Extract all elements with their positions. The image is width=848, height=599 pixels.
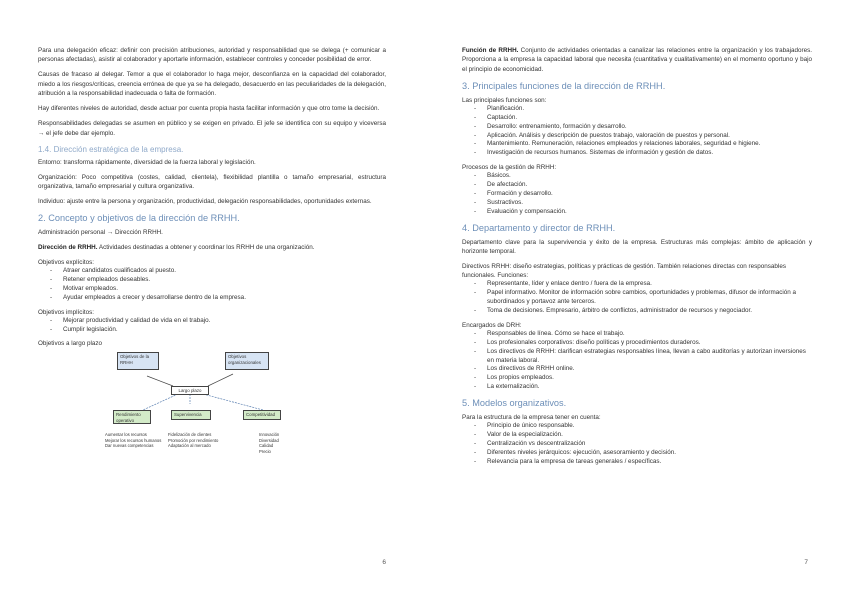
list-item: - Evaluación y compensación. (462, 208, 812, 217)
paragraph: Administración personal → Dirección RRHH. (38, 229, 163, 237)
list-item: - De afectación. (462, 181, 812, 190)
definition: Conjunto de actividades orientadas a canalizar las relaciones entre la organización y los trabajadores. Proporciona a la empresa la capacidad laboral que necesita (cuantitativa y cualitativamente) en el momento oportuno y bajo el principio de economicidad. (462, 47, 812, 73)
list-item: - Diferentes niveles jerárquicos: ejecución, asesoramiento y decisión. (462, 449, 812, 458)
list-item: - Cumplir legislación. (38, 326, 386, 335)
paragraph: Individuo: ajuste entre la persona y organización, productividad, delegación responsabilidades, oportunidades externas. (38, 198, 372, 206)
list-item: - Mantenimiento. Remuneración, relaciones empleados y relaciones laborales, seguridad e higiene. (462, 140, 812, 149)
right-column (462, 46, 812, 472)
section-heading: 2. Concepto y objetivos de la dirección de RRHH. (38, 213, 240, 224)
list-item: - Básicos. (462, 172, 812, 181)
bullet-list (462, 422, 812, 467)
list-item: - Representante, líder y enlace dentro / fuera de la empresa. (462, 280, 812, 289)
list-item: - Motivar empleados. (38, 285, 386, 294)
list-label: Objetivos implícitos: (38, 308, 94, 316)
bullet-list (462, 172, 812, 217)
competitiveness-box: Competitividad (243, 410, 281, 420)
list-item: - Papel informativo. Monitor de información sobre cambios, oportunidades y problemas, difusor de información a subordinados y portavoz ante terceros. (462, 289, 812, 307)
list-item: - Formación y desarrollo. (462, 190, 812, 199)
list-item: - Los directivos de RRHH: clarifican estrategias responsables línea, llevan a cabo auditorías y autorizan inversiones en materia laboral. (462, 348, 812, 366)
bullet-list (462, 280, 812, 316)
diagram-note: Adaptación al mercado (168, 443, 211, 449)
list-label: Para la estructura de la empresa tener en cuenta: (462, 414, 601, 422)
paragraph: Organización: Poco competitiva (costes, calidad, clientela), flexibilidad plantilla o tamaño empresarial, estructura organizativa, tamaño empresarial y cultura organizativa. (38, 173, 386, 191)
paragraph (462, 46, 812, 74)
diagram-note: Dar nuevas competencias (105, 443, 154, 449)
list-item: - Principio de único responsable. (462, 422, 812, 431)
section-heading: 3. Principales funciones de la dirección de RRHH. (462, 80, 666, 91)
page-number: 6 (382, 559, 386, 566)
bullet-list (462, 105, 812, 158)
list-item: - Relevancia para la empresa de tareas generales / específicas. (462, 458, 812, 467)
list-label: Objetivos explícitos: (38, 259, 94, 267)
survival-box: Supervivencia (171, 410, 211, 420)
bullet-list (38, 317, 386, 335)
list-item: - Sustractivos. (462, 199, 812, 208)
list-item: - La externalización. (462, 383, 812, 392)
paragraph: Causas de fracaso al delegar. Temor a que el colaborador lo haga mejor, desconfianza en la capacidad del colaborador, miedo a los riesgos/críticas, creencia errónea de que ya se ha delegado, desacuerdo en las peculiaridades de la delegación, atribución a la responsabilidad inadecuada o falta de formación. (38, 71, 386, 98)
list-item: - Retener empleados deseables. (38, 276, 386, 285)
survival-notes (168, 432, 218, 448)
list-item: - Los directivos de RRHH online. (462, 365, 812, 374)
diagram-note: Mejorar los recursos humanos (105, 437, 162, 443)
objectives-diagram (105, 350, 333, 478)
definition: Actividades destinadas a obtener y coordinar los RRHH de una organización. (97, 244, 315, 252)
list-label: Las principales funciones son: (462, 96, 547, 104)
list-item: - Toma de decisiones. Empresario, árbitro de conflictos, administrador de recursos y negociador. (462, 307, 812, 316)
left-column (38, 46, 386, 478)
list-item: - Centralización vs descentralización (462, 440, 812, 449)
paragraph: Responsabilidades delegadas se asumen en público y se exigen en privado. El jefe se identifica con su equipo y viceversa → el jefe debe dar ejemplo. (38, 120, 386, 137)
section-heading: 5. Modelos organizativos. (462, 398, 567, 409)
hr-objectives-box: Objetivos de la RRHH (117, 352, 159, 370)
right-page (424, 0, 848, 599)
list-label: Encargados de DRH: (462, 321, 522, 329)
paragraph (38, 243, 386, 252)
performance-notes (105, 432, 161, 448)
performance-box: Rendimiento operativo (113, 410, 151, 424)
list-item: - Atraer candidatos cualificados al puesto. (38, 267, 386, 276)
long-term-box: Largo plazo (171, 386, 209, 395)
paragraph: Hay diferentes niveles de autoridad, desde actuar por cuenta propia hasta facilitar información y que otro tome la decisión. (38, 105, 380, 113)
bullet-list (38, 267, 386, 303)
list-item: - Captación. (462, 114, 812, 123)
list-label: Directivos RRHH: diseño estrategias, políticas y prácticas de gestión. También relaciones directas con responsables funcionales. Funciones: (462, 263, 786, 280)
bold-term: Dirección de RRHH. (38, 244, 98, 252)
competitiveness-notes (259, 432, 279, 454)
list-label: Objetivos a largo plazo (38, 340, 103, 348)
diagram-note: Precio (259, 448, 271, 454)
list-item: - Desarrollo: entrenamiento, formación y desarrollo. (462, 123, 812, 132)
list-item: - Investigación de recursos humanos. Sistemas de información y gestión de datos. (462, 149, 812, 158)
list-item: - Los propios empleados. (462, 374, 812, 383)
paragraph: Para una delegación eficaz: definir con precisión atribuciones, autoridad y responsabilidad que se delega (+ comunicar a personas afectadas), asistir al colaborador y aportarle información, establecer controles y conceder posibilidad de error. (38, 47, 386, 64)
org-objectives-box: Objetivos organizacionales (225, 352, 269, 370)
bullet-list (462, 330, 812, 392)
bold-term: Función de RRHH. (462, 47, 519, 54)
list-item: - Los profesionales corporativos: diseño políticas y procedimientos duraderos. (462, 339, 812, 348)
list-item: - Mejorar productividad y calidad de vida en el trabajo. (38, 317, 386, 326)
paragraph: Entorno: transforma rápidamente, diversidad de la fuerza laboral y legislación. (38, 158, 256, 166)
paragraph: Departamento clave para la supervivencia y éxito de la empresa. Estructuras más complejas: ámbito de aplicación y horizonte temporal. (462, 238, 812, 256)
list-item: - Valor de la especialización. (462, 431, 812, 440)
diagram-note: Innovación (259, 432, 280, 438)
page-number: 7 (804, 559, 808, 566)
diagram-note: Fidelización de clientes (168, 432, 212, 438)
section-heading: 4. Departamento y director de RRHH. (462, 222, 616, 233)
list-item: - Ayudar empleados a crecer y desarrollarse dentro de la empresa. (38, 294, 386, 303)
diagram-note: Diversidad (259, 437, 279, 443)
list-item: - Planificación. (462, 105, 812, 114)
list-item: - Responsables de línea. Cómo se hace el trabajo. (462, 330, 812, 339)
diagram-note: Aumentar los recursos (105, 432, 147, 438)
section-heading: 1.4. Dirección estratégica de la empresa. (38, 144, 184, 154)
diagram-note: Calidad (259, 443, 274, 449)
diagram-note: Promoción por rendimiento (168, 437, 219, 443)
list-label: Procesos de la gestión de RRHH: (462, 164, 557, 172)
list-item: - Aplicación. Análisis y descripción de puestos trabajo, valoración de puestos y personal. (462, 132, 812, 141)
